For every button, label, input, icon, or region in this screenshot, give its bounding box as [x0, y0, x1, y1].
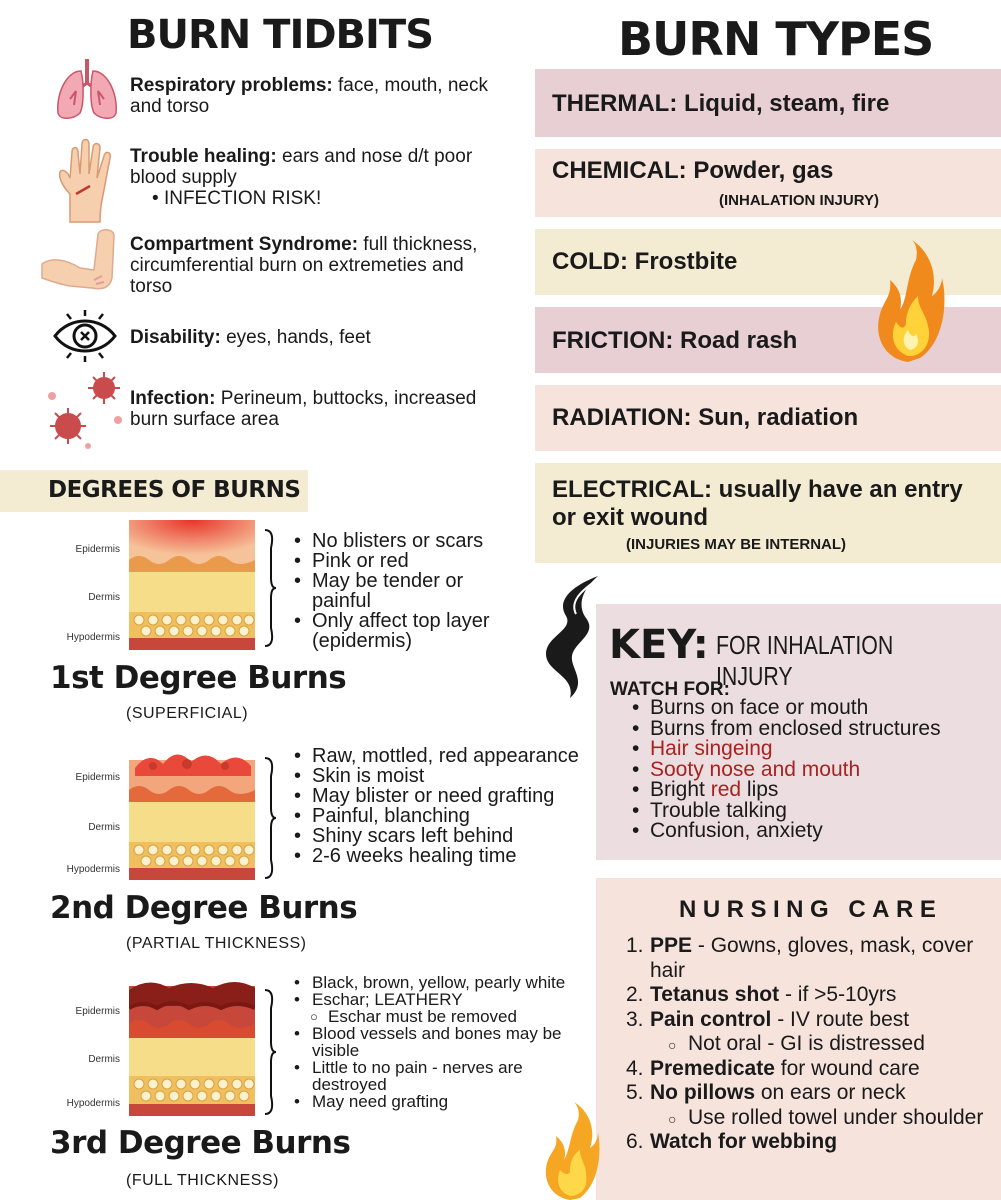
second-degree-bullets: • Raw, mottled, red appearance • Skin is moist • May blister or need grafting • Painful, blanching • Shiny scars left behind • 2-6 weeks healing time	[292, 746, 592, 866]
first-degree-subtitle: (SUPERFICIAL)	[126, 705, 249, 722]
nursing-care-title: NURSING CARE	[679, 896, 943, 923]
flame-icon	[872, 238, 946, 364]
third-degree-bullets: • Black, brown, yellow, pearly white • Eschar; LEATHERY ○ Eschar must be removed • Blood vessels and bones may be visible • Little to no pain - nerves are destroyed • May need grafting	[292, 974, 582, 1110]
watch-for-label: WATCH FOR:	[610, 679, 730, 700]
second-degree-title: 2nd Degree Burns	[50, 890, 358, 926]
type-electrical-note: (INJURIES MAY BE INTERNAL)	[626, 536, 847, 553]
type-cold: COLD: Frostbite	[552, 248, 738, 275]
list-item: • Burns from enclosed structures	[632, 719, 941, 740]
dermis-label: Dermis	[88, 1054, 120, 1065]
epidermis-label: Epidermis	[75, 772, 120, 783]
degrees-of-burns-title: DEGREES OF BURNS	[48, 477, 301, 503]
list-item: • Bright red lips	[632, 780, 941, 801]
layer-labels-1	[60, 520, 120, 650]
type-friction: FRICTION: Road rash	[552, 327, 798, 354]
hand-icon	[56, 138, 116, 224]
type-chemical: CHEMICAL: Powder, gas	[552, 157, 834, 184]
layer-labels-2	[60, 748, 120, 878]
list-item: • Burns on face or mouth	[632, 698, 941, 719]
burn-types-title: BURN TYPES	[618, 12, 934, 66]
dermis-label: Dermis	[88, 592, 120, 603]
list-subitem: ○ Use rolled towel under shoulder	[626, 1106, 996, 1131]
bracket-1	[263, 528, 277, 648]
tidbit-infection: Infection: Perineum, buttocks, increased burn surface area	[130, 388, 477, 430]
list-item: 5. No pillows on ears or neck	[626, 1081, 906, 1104]
list-item: 3. Pain control - IV route best	[626, 1007, 910, 1031]
list-item: • Confusion, anxiety	[632, 821, 941, 842]
hypodermis-label: Hypodermis	[66, 1098, 120, 1109]
type-chemical-note: (INHALATION INJURY)	[719, 192, 879, 209]
first-degree-bullets: • No blisters or scars • Pink or red • May be tender or painful • Only affect top layer (epidermis)	[292, 531, 522, 651]
list-item: 1. PPE - Gowns, gloves, mask, cover hair	[626, 934, 974, 982]
list-item: 4. Premedicate for wound care	[626, 1056, 920, 1080]
hypodermis-label: Hypodermis	[66, 632, 120, 643]
second-degree-subtitle: (PARTIAL THICKNESS)	[126, 935, 307, 952]
dermis-label: Dermis	[88, 822, 120, 833]
skin-diagram-2nd-degree	[129, 746, 255, 880]
bracket-2	[263, 756, 277, 880]
tidbit-disability: Disability: eyes, hands, feet	[130, 327, 371, 348]
list-item: • Hair singeing	[632, 739, 941, 760]
eye-icon	[52, 308, 118, 364]
epidermis-label: Epidermis	[75, 544, 120, 555]
first-degree-title: 1st Degree Burns	[50, 660, 347, 696]
list-item: 2. Tetanus shot - if >5-10yrs	[626, 983, 897, 1006]
list-item: 6. Watch for webbing	[626, 1130, 838, 1153]
nursing-care-list	[626, 934, 996, 1155]
key-list	[632, 698, 941, 842]
third-degree-subtitle: (FULL THICKNESS)	[126, 1172, 279, 1189]
skin-diagram-1st-degree	[129, 520, 255, 650]
list-subitem: ○ Not oral - GI is distressed	[626, 1032, 996, 1057]
tidbit-respiratory: Respiratory problems: face, mouth, neck and torso	[130, 75, 488, 117]
type-radiation: RADIATION: Sun, radiation	[552, 404, 859, 431]
key-label: KEY:	[609, 622, 709, 668]
arm-icon	[40, 228, 122, 300]
list-item: • Sooty nose and mouth	[632, 760, 941, 781]
layer-labels-3	[60, 978, 120, 1112]
epidermis-label: Epidermis	[75, 1006, 120, 1017]
virus-icon	[40, 370, 126, 452]
type-thermal: THERMAL: Liquid, steam, fire	[552, 90, 890, 117]
hypodermis-label: Hypodermis	[66, 864, 120, 875]
third-degree-title: 3rd Degree Burns	[50, 1125, 351, 1161]
list-item: • Trouble talking	[632, 801, 941, 822]
small-flame-icon	[540, 1100, 600, 1200]
tidbit-trouble-healing: Trouble healing: ears and nose d/t poor blood supply • INFECTION RISK!	[130, 146, 510, 209]
key-subtitle: FOR INHALATION INJURY	[716, 630, 894, 691]
burn-tidbits-title: BURN TIDBITS	[127, 12, 434, 58]
tidbit-compartment-syndrome: Compartment Syndrome: full thickness, circumferential burn on extremeties and torso	[130, 234, 478, 297]
lungs-icon	[52, 55, 122, 125]
bracket-3	[263, 988, 277, 1116]
type-electrical: ELECTRICAL: usually have an entry or exit wound	[552, 476, 963, 531]
skin-diagram-3rd-degree	[129, 976, 255, 1116]
